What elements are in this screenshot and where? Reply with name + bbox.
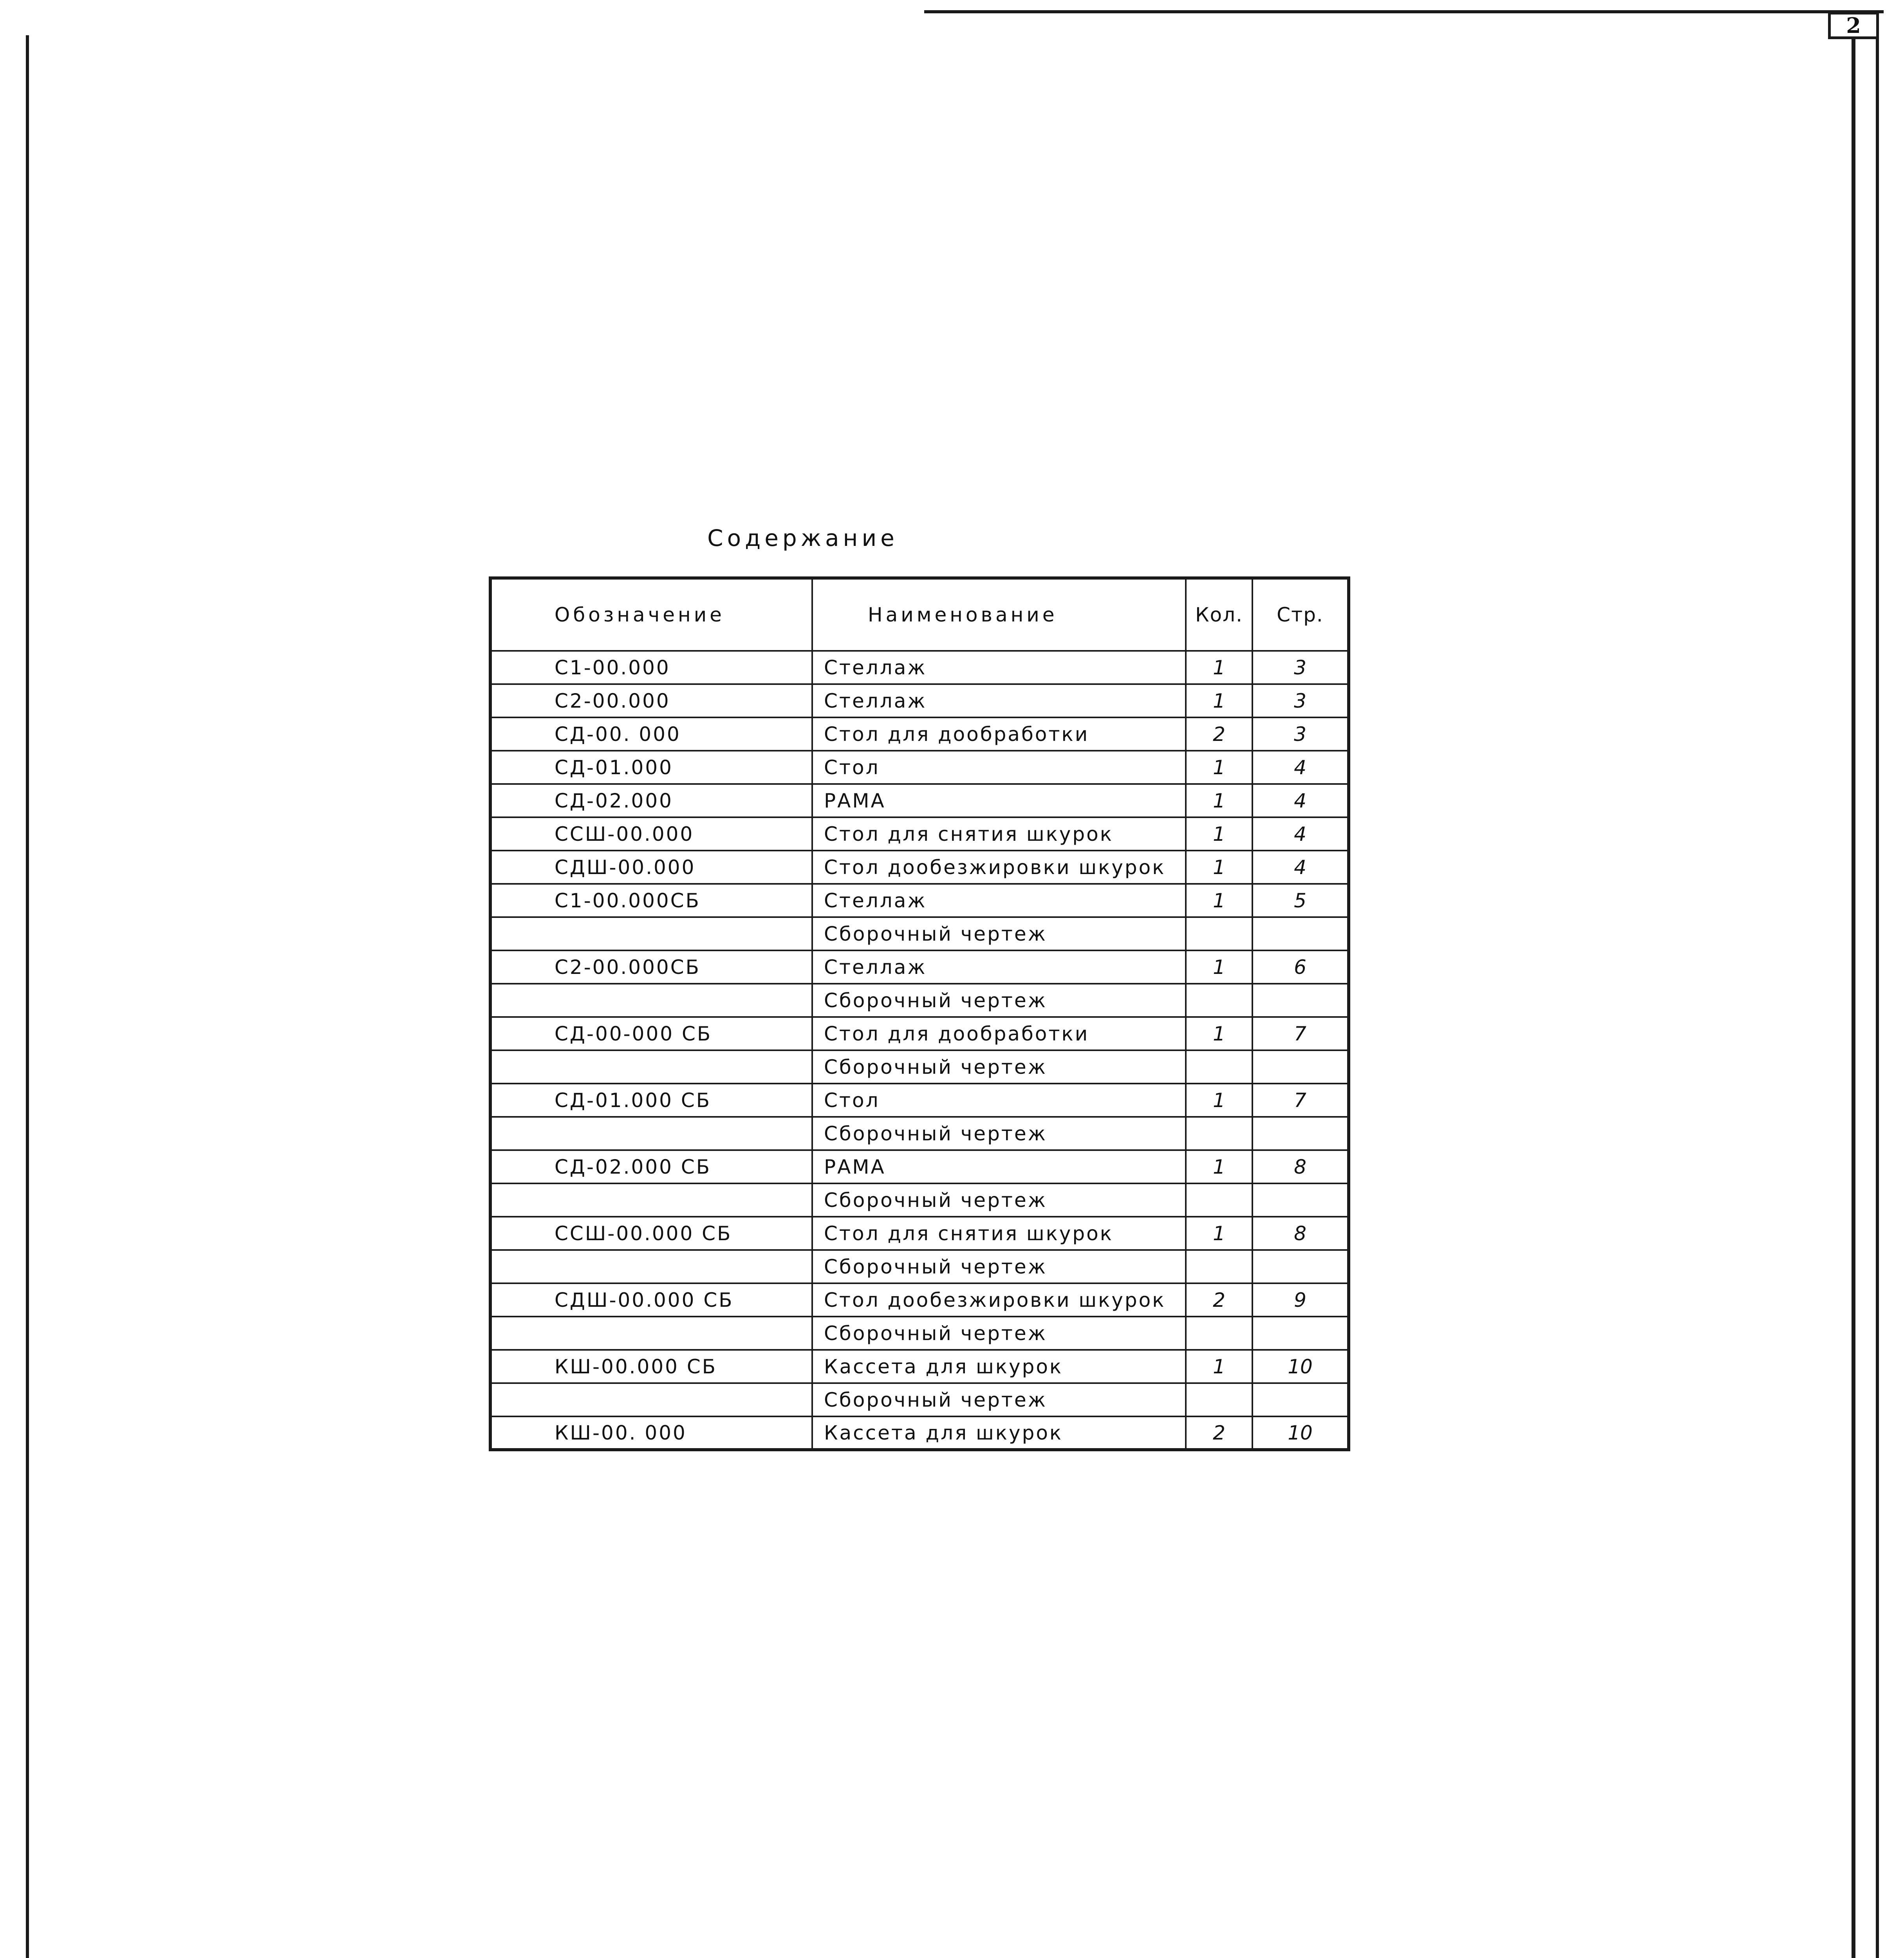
cell-quantity xyxy=(1186,1050,1252,1084)
cell-name: Стеллаж xyxy=(812,884,1186,917)
cell-page: 8 xyxy=(1252,1150,1349,1183)
cell-page xyxy=(1252,984,1349,1017)
cell-quantity: 1 xyxy=(1186,1150,1252,1183)
cell-quantity: 1 xyxy=(1186,1350,1252,1383)
cell-designation: С1-00.000 xyxy=(490,651,812,684)
cell-name: Стол для дообработки xyxy=(812,1017,1186,1050)
cell-name: Сборочный чертеж xyxy=(812,1183,1186,1217)
cell-page: 7 xyxy=(1252,1084,1349,1117)
table-row xyxy=(490,1017,1349,1050)
frame-right-line xyxy=(1852,12,1855,1958)
cell-name: Сборочный чертеж xyxy=(812,1050,1186,1084)
cell-name: Стол для снятия шкурок xyxy=(812,1217,1186,1250)
cell-designation: СД-00. 000 xyxy=(490,717,812,751)
cell-quantity: 1 xyxy=(1186,950,1252,984)
cell-page: 5 xyxy=(1252,884,1349,917)
cell-name: Стол дообезжировки шкурок xyxy=(812,1283,1186,1317)
cell-page: 7 xyxy=(1252,1017,1349,1050)
table-row xyxy=(490,984,1349,1017)
header-designation: Обозначение xyxy=(490,578,812,651)
cell-page: 3 xyxy=(1252,651,1349,684)
table-row xyxy=(490,717,1349,751)
cell-designation xyxy=(490,1383,812,1416)
cell-quantity: 1 xyxy=(1186,651,1252,684)
cell-quantity: 1 xyxy=(1186,851,1252,884)
cell-name: Сборочный чертеж xyxy=(812,1117,1186,1150)
table-row xyxy=(490,1416,1349,1450)
cell-quantity xyxy=(1186,984,1252,1017)
cell-name: РАМА xyxy=(812,784,1186,817)
cell-quantity: 2 xyxy=(1186,717,1252,751)
cell-quantity: 1 xyxy=(1186,1017,1252,1050)
cell-designation: СД-02.000 СБ xyxy=(490,1150,812,1183)
table-row xyxy=(490,917,1349,950)
frame-right-edge-line xyxy=(1876,16,1879,1958)
cell-quantity: 1 xyxy=(1186,1217,1252,1250)
table-row xyxy=(490,1084,1349,1117)
header-quantity: Кол. xyxy=(1186,578,1252,651)
cell-page: 4 xyxy=(1252,851,1349,884)
cell-quantity xyxy=(1186,1317,1252,1350)
cell-designation xyxy=(490,1050,812,1084)
table-row xyxy=(490,851,1349,884)
cell-page xyxy=(1252,1050,1349,1084)
cell-designation: СДШ-00.000 СБ xyxy=(490,1283,812,1317)
cell-quantity: 1 xyxy=(1186,1084,1252,1117)
cell-quantity: 1 xyxy=(1186,784,1252,817)
cell-designation: С1-00.000СБ xyxy=(490,884,812,917)
cell-name: Сборочный чертеж xyxy=(812,1317,1186,1350)
cell-quantity: 1 xyxy=(1186,684,1252,717)
cell-name: Стеллаж xyxy=(812,651,1186,684)
table-row xyxy=(490,1150,1349,1183)
cell-page xyxy=(1252,1317,1349,1350)
table-header-row xyxy=(490,578,1349,651)
cell-designation: СД-00-000 СБ xyxy=(490,1017,812,1050)
cell-designation xyxy=(490,1183,812,1217)
table-row xyxy=(490,1117,1349,1150)
cell-quantity: 2 xyxy=(1186,1283,1252,1317)
cell-designation: СД-02.000 xyxy=(490,784,812,817)
cell-page xyxy=(1252,1117,1349,1150)
table-row xyxy=(490,751,1349,784)
cell-designation xyxy=(490,917,812,950)
cell-name: Кассета для шкурок xyxy=(812,1416,1186,1450)
cell-page: 9 xyxy=(1252,1283,1349,1317)
frame-left-line xyxy=(26,35,29,1958)
cell-designation xyxy=(490,1317,812,1350)
table-row xyxy=(490,1383,1349,1416)
cell-page xyxy=(1252,1250,1349,1283)
cell-name: Стеллаж xyxy=(812,950,1186,984)
cell-page: 8 xyxy=(1252,1217,1349,1250)
table-row xyxy=(490,1050,1349,1084)
cell-name: Стол для дообработки xyxy=(812,717,1186,751)
cell-page: 3 xyxy=(1252,684,1349,717)
table-row xyxy=(490,950,1349,984)
table-row xyxy=(490,651,1349,684)
cell-quantity: 1 xyxy=(1186,884,1252,917)
cell-quantity xyxy=(1186,1383,1252,1416)
table-body xyxy=(490,651,1349,1450)
table-row xyxy=(490,1350,1349,1383)
table-row xyxy=(490,1250,1349,1283)
cell-page xyxy=(1252,1183,1349,1217)
table-row xyxy=(490,784,1349,817)
cell-name: РАМА xyxy=(812,1150,1186,1183)
cell-name: Сборочный чертеж xyxy=(812,917,1186,950)
cell-quantity: 1 xyxy=(1186,817,1252,851)
cell-page: 6 xyxy=(1252,950,1349,984)
cell-page: 4 xyxy=(1252,817,1349,851)
cell-designation: С2-00.000 xyxy=(490,684,812,717)
cell-name: Стол xyxy=(812,1084,1186,1117)
cell-page: 3 xyxy=(1252,717,1349,751)
cell-designation: ССШ-00.000 СБ xyxy=(490,1217,812,1250)
cell-designation xyxy=(490,1117,812,1150)
cell-name: Стол для снятия шкурок xyxy=(812,817,1186,851)
cell-quantity: 1 xyxy=(1186,751,1252,784)
cell-name: Сборочный чертеж xyxy=(812,1250,1186,1283)
cell-page xyxy=(1252,917,1349,950)
cell-designation: ССШ-00.000 xyxy=(490,817,812,851)
table-row xyxy=(490,884,1349,917)
cell-designation: С2-00.000СБ xyxy=(490,950,812,984)
cell-designation xyxy=(490,1250,812,1283)
cell-name: Стол дообезжировки шкурок xyxy=(812,851,1186,884)
cell-designation: СДШ-00.000 xyxy=(490,851,812,884)
cell-name: Сборочный чертеж xyxy=(812,984,1186,1017)
cell-page xyxy=(1252,1383,1349,1416)
cell-page: 4 xyxy=(1252,784,1349,817)
table-row xyxy=(490,684,1349,717)
cell-quantity xyxy=(1186,917,1252,950)
contents-table xyxy=(489,576,1350,1451)
table-row xyxy=(490,817,1349,851)
cell-designation xyxy=(490,984,812,1017)
cell-designation: СД-01.000 СБ xyxy=(490,1084,812,1117)
table-row xyxy=(490,1183,1349,1217)
cell-page: 10 xyxy=(1252,1350,1349,1383)
cell-quantity xyxy=(1186,1250,1252,1283)
cell-designation: КШ-00.000 СБ xyxy=(490,1350,812,1383)
header-page: Стр. xyxy=(1252,578,1349,651)
cell-quantity xyxy=(1186,1183,1252,1217)
table-row xyxy=(490,1217,1349,1250)
cell-name: Кассета для шкурок xyxy=(812,1350,1186,1383)
document-title: Содержание xyxy=(707,525,898,551)
sheet-number-box xyxy=(1828,12,1879,39)
table-row xyxy=(490,1317,1349,1350)
cell-name: Стол xyxy=(812,751,1186,784)
header-name: Наименование xyxy=(812,578,1186,651)
cell-quantity xyxy=(1186,1117,1252,1150)
cell-designation: СД-01.000 xyxy=(490,751,812,784)
sheet-number: 2 xyxy=(1846,13,1861,38)
cell-page: 4 xyxy=(1252,751,1349,784)
cell-name: Стеллаж xyxy=(812,684,1186,717)
table-row xyxy=(490,1283,1349,1317)
cell-name: Сборочный чертеж xyxy=(812,1383,1186,1416)
cell-quantity: 2 xyxy=(1186,1416,1252,1450)
frame-top-line xyxy=(924,10,1884,13)
cell-designation: КШ-00. 000 xyxy=(490,1416,812,1450)
cell-page: 10 xyxy=(1252,1416,1349,1450)
